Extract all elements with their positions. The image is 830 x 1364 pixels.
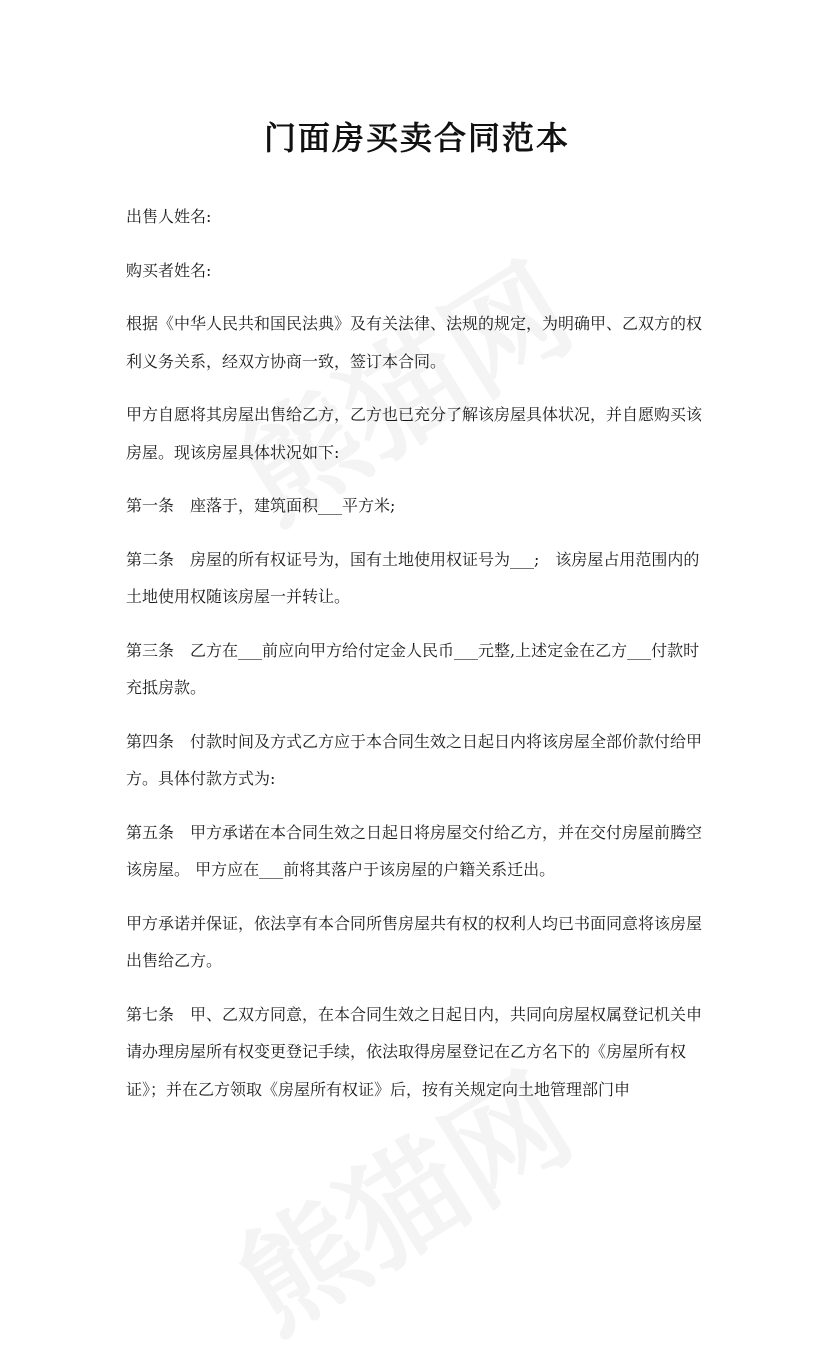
article-3: 第三条 乙方在___前应向甲方给付定金人民币___元整,上述定金在乙方___付款时充抵房款。 [126, 640, 700, 697]
article-1: 第一条 座落于，建筑面积___平方米; [126, 496, 396, 515]
guarantee-paragraph: 甲方承诺并保证，依法享有本合同所售房屋共有权的权利人均已书面同意将该房屋出售给乙方。 [126, 913, 703, 970]
article-5: 第五条 甲方承诺在本合同生效之日起日将房屋交付给乙方，并在交付房屋前腾空该房屋。 甲方应在___前将其落户于该房屋的户籍关系迁出。 [126, 822, 703, 879]
article-7: 第七条 甲、乙双方同意，在本合同生效之日起日内，共同向房屋权属登记机关申请办理房屋所有权变更登记手续，依法取得房屋登记在乙方名下的《房屋所有权证》；并在乙方领取《房屋所有权证》后，按有关规定向土地管理部门申 [126, 1004, 703, 1099]
intent-paragraph: 甲方自愿将其房屋出售给乙方，乙方也已充分了解该房屋具体状况，并自愿购买该房屋。现该房屋具体状况如下: [126, 405, 703, 462]
buyer-name-line: 购买者姓名: [126, 260, 212, 280]
article-2: 第二条 房屋的所有权证号为，国有土地使用权证号为___; 该房屋占用范围内的土地使用权随该房屋一并转让。 [126, 549, 700, 606]
article-4: 第四条 付款时间及方式乙方应于本合同生效之日起日内将该房屋全部价款付给甲方。具体付款方式为: [126, 731, 703, 788]
preamble-paragraph: 根据《中华人民共和国民法典》及有关法律、法规的规定，为明确甲、乙双方的权利义务关系，经双方协商一致，签订本合同。 [126, 314, 703, 371]
seller-name-line: 出售人姓名: [126, 207, 212, 226]
document-title: 门面房买卖合同范本 [263, 119, 570, 157]
